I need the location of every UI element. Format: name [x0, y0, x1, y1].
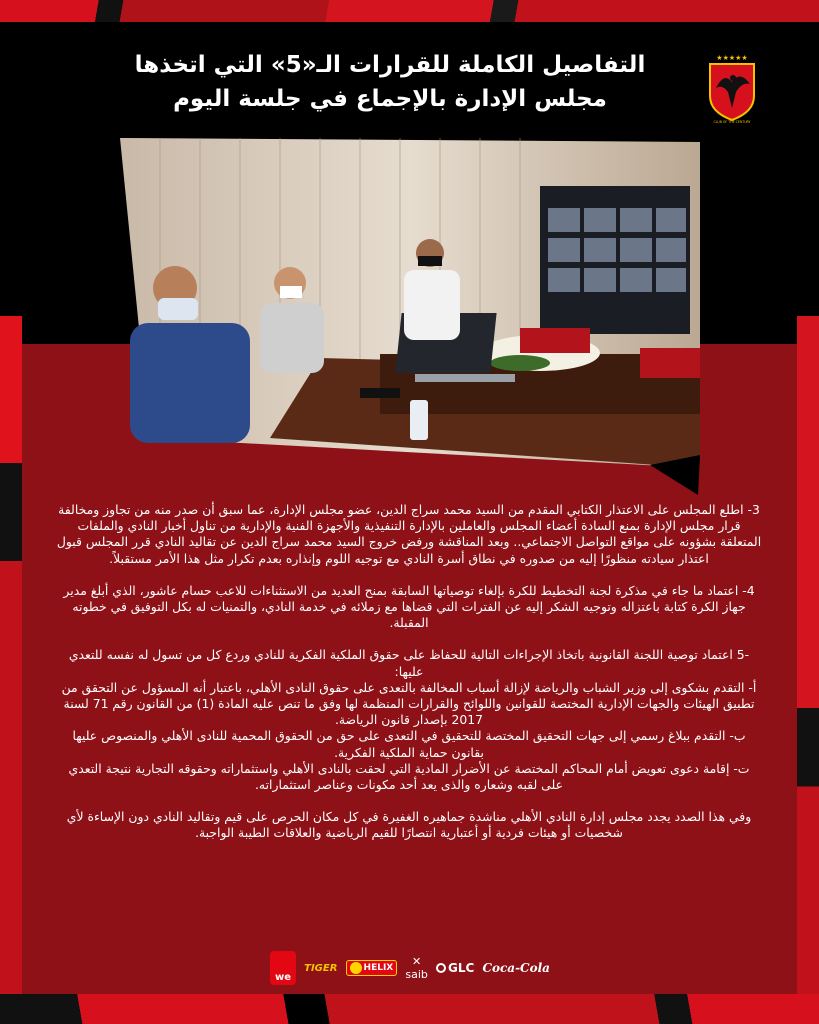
- glc-sponsor-logo: GLC: [436, 961, 474, 975]
- page-title: [110, 48, 670, 116]
- logo-stars: ★★★★★: [716, 54, 748, 62]
- tiger-sponsor-logo: TIGER: [304, 962, 338, 974]
- cocacola-sponsor-logo: Coca-Cola: [482, 961, 550, 975]
- al-ahly-eagle-crest-icon: [706, 52, 758, 124]
- logo-caption: CLUB OF THE CENTURY: [713, 120, 751, 124]
- saib-mark-icon: ✕: [412, 955, 422, 968]
- closing-paragraph: وفي هذا الصدد يجدد مجلس إدارة النادي الأهلي مناشدة جماهيره الغفيرة في كل مكان الحرص على قيم وتقاليد النادي دون الإساءة لأي شخصيات أو هيئات فردية أو أعتبارية انتصارًا للقيم الرياضية والعلاقات الطيبة الواجبة.: [66, 809, 752, 841]
- left-decorative-strip: [0, 22, 22, 1002]
- decision-5-item-b: ب- التقدم ببلاغ رسمي إلى جهات التحقيق المختصة للتحقيق في التعدى على حق من الحقوق المحمية للنادى الأهلي والمنصوص عليها بقانون حماية الملكية الفكرية.: [72, 728, 746, 760]
- saib-sponsor-logo: ✕ saib: [405, 955, 428, 981]
- decision-4: 4- اعتماد ما جاء في مذكرة لجنة التخطيط للكرة بإلغاء توصياتها السابقة بمنح العديد من الاستثناءات للاعب حسام عاشور، الذي أبلغ مدير جهاز الكرة كتابة باعتزاله وتوجيه الشكر إليه عن الفترات التي قضاها مع زملائه في خدمة النادي، والتمنيات له بكل التوفيق في خطوته المقبلة.: [63, 582, 755, 631]
- board-meeting-photo: [120, 138, 700, 468]
- we-sponsor-logo: we: [270, 951, 296, 985]
- decision-5-item-a: أ- التقدم بشكوى إلى وزير الشباب والرياضة لإزالة أسباب المخالفة بالتعدى على حقوق النادى الأهلي، باعتبار أنه المسؤول عن التحقق من تطبيق الهيئات والجهات الإدارية المختصة للقوانين واللوائح والقرارات المنظمة لها وفق ما تنص عليه المادة (1) من القانون رقم 71 لسنة 2017 بإصدار قانون الرياضة.: [61, 679, 757, 728]
- sponsor-logos: [270, 948, 550, 988]
- decision-5-intro: -5 اعتماد توصية اللجنة القانونية باتخاذ الإجراءات التالية للحفاظ على حقوق الملكية الفكرية للنادي وردع كل من تسول له نفسه للتعدي عليها:: [68, 647, 750, 679]
- top-decorative-stripe: [0, 0, 819, 22]
- announcement-body: [56, 502, 762, 858]
- decision-5-item-c: ت- إقامة دعوى تعويض أمام المحاكم المختصة عن الأضرار المادية التي لحقت بالنادى الأهلي واستثماراته وحقوقه التجارية نتيجة التعدي على لقبه وشعاره والذى يعد أحد مكونات وعناصر استثماراته.: [68, 760, 750, 793]
- title-line-2: مجلس الإدارة بالإجماع في جلسة اليوم: [173, 86, 607, 112]
- glc-ring-icon: [436, 963, 446, 973]
- right-decorative-strip: [797, 22, 819, 1002]
- decision-3: 3- اطلع المجلس على الاعتذار الكتابي المقدم من السيد محمد سراج الدين، عضو مجلس الإدارة، عما سبق أن صدر منه من تجاوز ومخالفة قرار مجلس الإدارة بمنع السادة أعضاء المجلس والعاملين بالإدارة التنفيذية والأجهزة الفنية والإدارية من تناول أخبار النادي والملفات المتعلقة بشؤونه على مواقع التواصل الاجتماعي.. وبعد المناقشة ورفض خروج السيد محمد سراج الدين عن تقاليد النادي قرر المجلس قبول اعتذار سيادته منظورًا إليه من صدوره في نطاق أسرة النادي مع توجيه اللوم وإنذاره بعدم تكرار مثل هذا الأمر مستقبلاً.: [56, 502, 762, 566]
- shell-helix-sponsor-logo: HELIX: [346, 960, 398, 976]
- shell-icon: [350, 962, 362, 974]
- club-logo: [706, 52, 758, 124]
- bottom-decorative-stripe: [0, 994, 819, 1024]
- speech-tail-decoration: [650, 455, 700, 495]
- photo-illustration: [120, 138, 700, 468]
- decision-5: [56, 647, 762, 793]
- title-line-1: التفاصيل الكاملة للقرارات الـ«5» التي اتخذها: [134, 52, 646, 78]
